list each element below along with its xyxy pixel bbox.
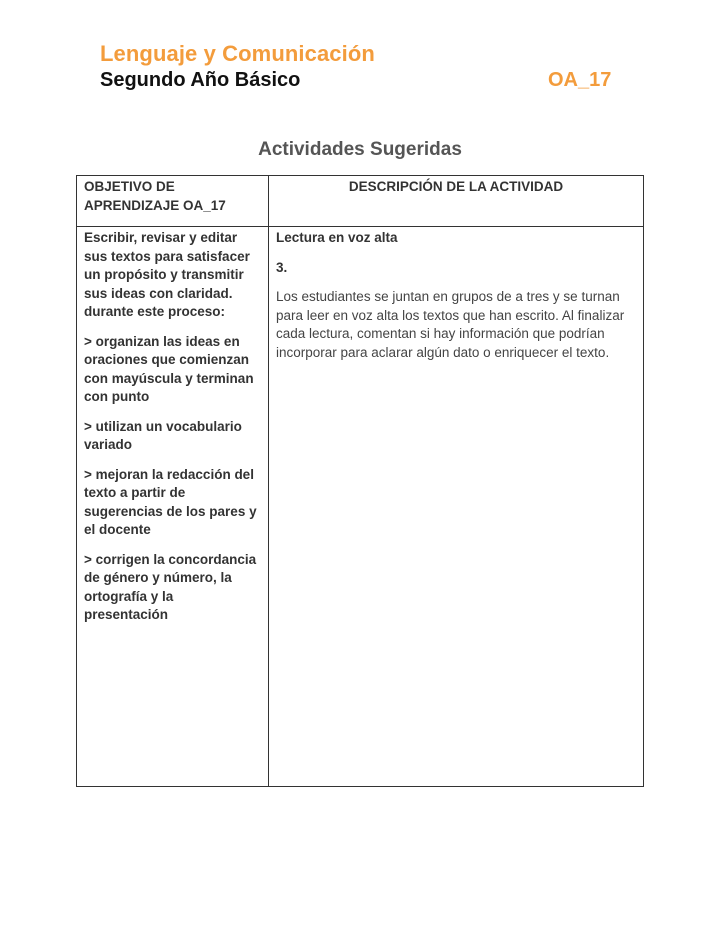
activity-number: 3. bbox=[276, 259, 288, 275]
grade-title: Segundo Año Básico bbox=[100, 69, 301, 91]
objective-intro: Escribir, revisar y editar sus textos para satisfacer un propósito y transmitir sus ideas con claridad. durante este proceso: bbox=[84, 230, 250, 319]
table-header-row bbox=[77, 176, 644, 227]
column-header-description: DESCRIPCIÓN DE LA ACTIVIDAD bbox=[269, 176, 644, 227]
table-row bbox=[77, 227, 644, 787]
activities-table bbox=[76, 175, 644, 787]
column-header-objective: OBJETIVO DE APRENDIZAJE OA_17 bbox=[77, 176, 269, 227]
section-title: Actividades Sugeridas bbox=[258, 139, 462, 160]
objective-code: OA_17 bbox=[548, 69, 612, 91]
objective-item: > utilizan un vocabulario variado bbox=[84, 418, 242, 452]
objective-item: > corrigen la concordancia de género y número, la ortografía y la presentación bbox=[84, 551, 257, 622]
objective-cell bbox=[77, 227, 269, 787]
activity-title: Lectura en voz alta bbox=[276, 230, 398, 245]
activity-description: Los estudiantes se juntan en grupos de a tres y se turnan para leer en voz alta los textos que han escrito. Al finalizar cada lectura, comentan si hay información que podrían incorporar para aclarar algún dato o enriquecer el texto. bbox=[276, 289, 625, 360]
objective-item: > mejoran la redacción del texto a partir de sugerencias de los pares y el docente bbox=[84, 466, 257, 537]
objective-item: > organizan las ideas en oraciones que comienzan con mayúscula y terminan con punto bbox=[84, 333, 254, 404]
description-cell bbox=[269, 227, 644, 787]
subject-title: Lenguaje y Comunicación bbox=[100, 41, 375, 66]
